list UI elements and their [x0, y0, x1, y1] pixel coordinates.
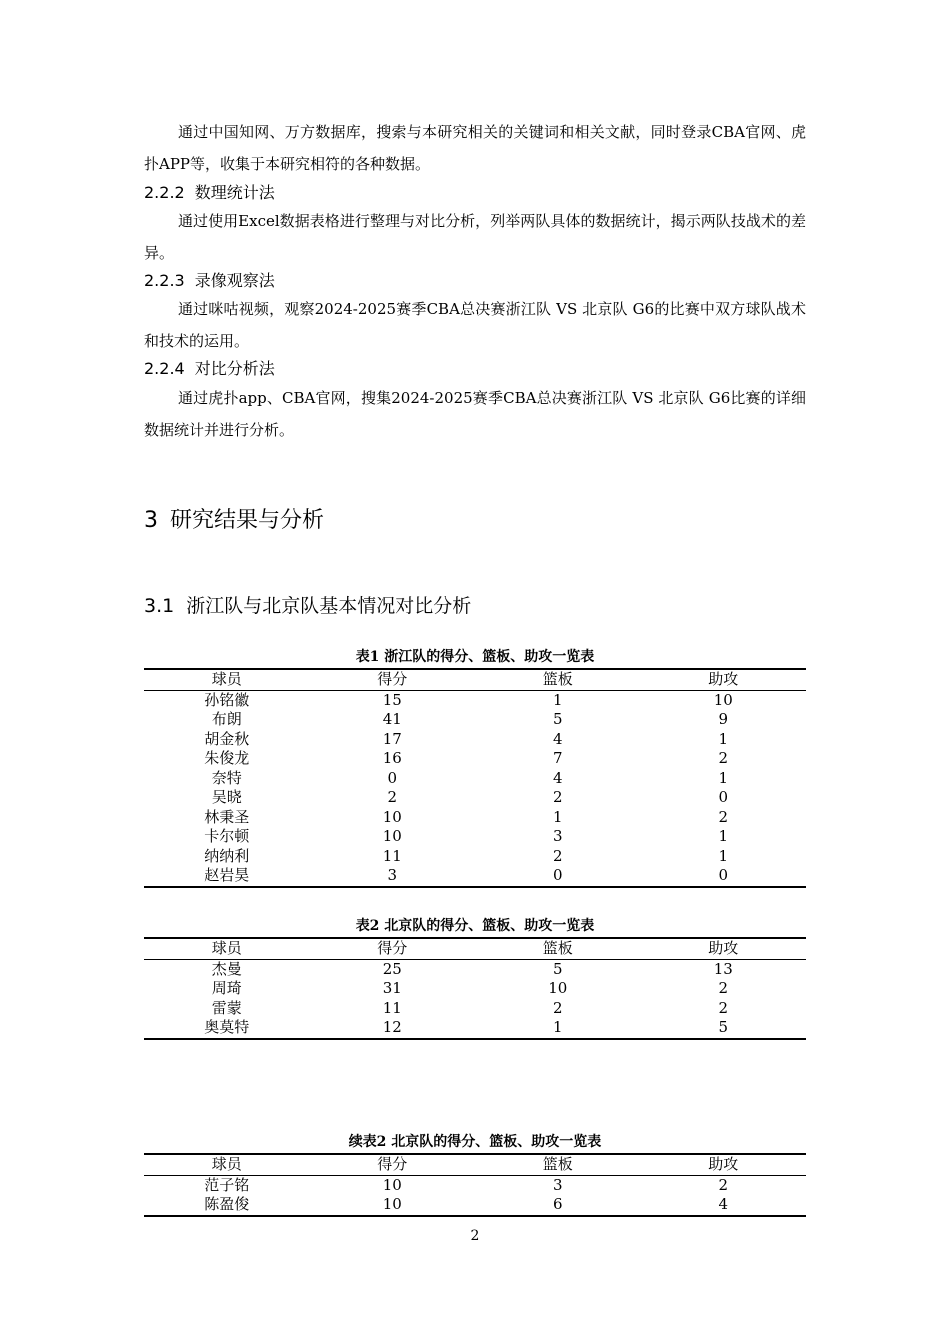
- cell-assists: 1: [718, 768, 729, 787]
- cell-rebounds: 1: [552, 690, 563, 709]
- header-player: 球员: [211, 939, 242, 957]
- header-rebounds: 篮板: [542, 1155, 573, 1173]
- table2-cont-caption: 续表2 北京队的得分、篮板、助攻一览表: [348, 1134, 602, 1150]
- heading-2-2-4: [144, 359, 275, 379]
- cell-player: 范子铭: [204, 1175, 250, 1194]
- cell-assists: 2: [718, 807, 729, 826]
- header-points: 得分: [377, 939, 408, 957]
- cell-points: 10: [382, 827, 402, 845]
- cell-player: 胡金秋: [204, 729, 250, 748]
- cell-assists: 1: [718, 729, 729, 748]
- cell-assists: 4: [718, 1195, 729, 1213]
- heading-number: 2.2.3: [144, 271, 185, 290]
- header-points: 得分: [377, 1155, 408, 1173]
- cell-rebounds: 4: [552, 729, 563, 748]
- cell-player: 奈特: [211, 768, 242, 787]
- table-row: [144, 1195, 806, 1216]
- cell-points: 11: [382, 846, 402, 865]
- cell-player: 孙铭徽: [204, 690, 250, 709]
- table-row: [144, 1175, 806, 1195]
- cell-points: 31: [382, 979, 402, 997]
- table-row: [144, 690, 806, 710]
- cell-rebounds: 6: [552, 1195, 563, 1213]
- heading-title: 研究结果与分析: [170, 508, 325, 533]
- header-rebounds: 篮板: [542, 670, 573, 688]
- cell-points: 17: [382, 729, 402, 748]
- cell-points: 12: [382, 1018, 402, 1036]
- cell-points: 16: [382, 749, 402, 767]
- cell-assists: 0: [718, 866, 729, 884]
- table-zhejiang-stats: [144, 668, 806, 888]
- cell-rebounds: 5: [552, 710, 563, 728]
- cell-points: 2: [387, 788, 398, 806]
- cell-player: 赵岩昊: [204, 866, 250, 884]
- table1-caption: 表1 浙江队的得分、篮板、助攻一览表: [355, 649, 595, 665]
- paragraph-2-2-2: 通过使用Excel数据表格进行整理与对比分析，列举两队具体的数据统计，揭示两队技战术的差异。: [144, 212, 806, 262]
- table-beijing-stats: [144, 937, 806, 1040]
- cell-rebounds: 0: [552, 866, 563, 884]
- heading-3-1: [144, 594, 471, 618]
- cell-assists: 1: [718, 846, 729, 865]
- cell-assists: 1: [718, 827, 729, 845]
- cell-assists: 2: [718, 979, 729, 997]
- header-points: 得分: [377, 670, 408, 688]
- heading-number: 2.2.4: [144, 359, 185, 378]
- table-row: [144, 959, 806, 979]
- header-player: 球员: [211, 670, 242, 688]
- heading-2-2-2: [144, 183, 275, 203]
- cell-points: 11: [382, 998, 402, 1017]
- heading-title: 数理统计法: [194, 183, 275, 202]
- table-row: [144, 710, 806, 730]
- cell-rebounds: 3: [552, 827, 563, 845]
- heading-title: 对比分析法: [194, 359, 275, 378]
- table-row: [144, 769, 806, 789]
- paragraph-2-2-4: 通过虎扑app、CBA官网，搜集2024-2025赛季CBA总决赛浙江队 VS 北京队 G6比赛的详细数据统计并进行分析。: [144, 389, 806, 439]
- header-assists: 助攻: [708, 1155, 739, 1173]
- table-row: [144, 827, 806, 847]
- heading-number: 3: [144, 508, 158, 533]
- table-row: [144, 730, 806, 750]
- cell-rebounds: 2: [552, 998, 563, 1017]
- cell-player: 奥莫特: [204, 1018, 250, 1036]
- cell-points: 3: [387, 866, 398, 884]
- cell-player: 卡尔顿: [204, 827, 250, 845]
- heading-2-2-3: [144, 271, 275, 291]
- heading-number: 3.1: [144, 595, 175, 617]
- cell-points: 10: [382, 807, 402, 826]
- heading-number: 2.2.2: [144, 183, 185, 202]
- table-header-row: [144, 669, 806, 690]
- cell-rebounds: 4: [552, 768, 563, 787]
- table-row: [144, 979, 806, 999]
- cell-points: 41: [382, 710, 402, 728]
- cell-assists: 2: [718, 998, 729, 1017]
- cell-player: 纳纳利: [204, 846, 250, 865]
- cell-player: 杰曼: [211, 959, 242, 978]
- cell-assists: 9: [718, 710, 729, 728]
- cell-assists: 13: [713, 959, 733, 978]
- table-row: [144, 1018, 806, 1039]
- cell-points: 25: [382, 959, 402, 978]
- cell-rebounds: 7: [552, 749, 563, 767]
- cell-assists: 2: [718, 1175, 729, 1194]
- page-number: 2: [470, 1228, 480, 1244]
- cell-player: 周琦: [211, 979, 242, 997]
- cell-rebounds: 10: [548, 979, 568, 997]
- cell-player: 布朗: [211, 710, 242, 728]
- table-row: [144, 788, 806, 808]
- paragraph-2-2-3: 通过咪咕视频，观察2024-2025赛季CBA总决赛浙江队 VS 北京队 G6的比赛中双方球队战术和技术的运用。: [144, 300, 806, 350]
- cell-assists: 5: [718, 1018, 729, 1036]
- cell-assists: 0: [718, 788, 729, 806]
- cell-rebounds: 2: [552, 788, 563, 806]
- header-assists: 助攻: [708, 670, 739, 688]
- cell-points: 0: [387, 768, 398, 787]
- cell-assists: 10: [713, 690, 733, 709]
- cell-player: 雷蒙: [211, 998, 242, 1017]
- table-row: [144, 999, 806, 1019]
- intro-paragraph: 通过中国知网、万方数据库，搜索与本研究相关的关键词和相关文献，同时登录CBA官网、虎扑APP等，收集于本研究相符的各种数据。: [144, 123, 806, 173]
- table2-caption: 表2 北京队的得分、篮板、助攻一览表: [355, 918, 595, 934]
- cell-player: 林秉圣: [204, 807, 250, 826]
- cell-rebounds: 3: [552, 1175, 563, 1194]
- cell-player: 陈盈俊: [204, 1195, 250, 1213]
- cell-rebounds: 1: [552, 1018, 563, 1036]
- table-header-row: [144, 1154, 806, 1175]
- heading-title: 浙江队与北京队基本情况对比分析: [186, 595, 472, 617]
- cell-assists: 2: [718, 749, 729, 767]
- table-row: [144, 847, 806, 867]
- heading-title: 录像观察法: [194, 271, 275, 290]
- table-header-row: [144, 938, 806, 959]
- cell-rebounds: 2: [552, 846, 563, 865]
- cell-rebounds: 5: [552, 959, 563, 978]
- header-player: 球员: [211, 1155, 242, 1173]
- cell-rebounds: 1: [552, 807, 563, 826]
- header-assists: 助攻: [708, 939, 739, 957]
- table-beijing-stats-continued: [144, 1153, 806, 1217]
- cell-player: 吴晓: [211, 788, 242, 806]
- table-row: [144, 808, 806, 828]
- cell-points: 15: [382, 690, 402, 709]
- cell-points: 10: [382, 1195, 402, 1213]
- cell-points: 10: [382, 1175, 402, 1194]
- table-row: [144, 866, 806, 887]
- heading-3: [144, 507, 324, 535]
- table-row: [144, 749, 806, 769]
- header-rebounds: 篮板: [542, 939, 573, 957]
- cell-player: 朱俊龙: [204, 749, 250, 767]
